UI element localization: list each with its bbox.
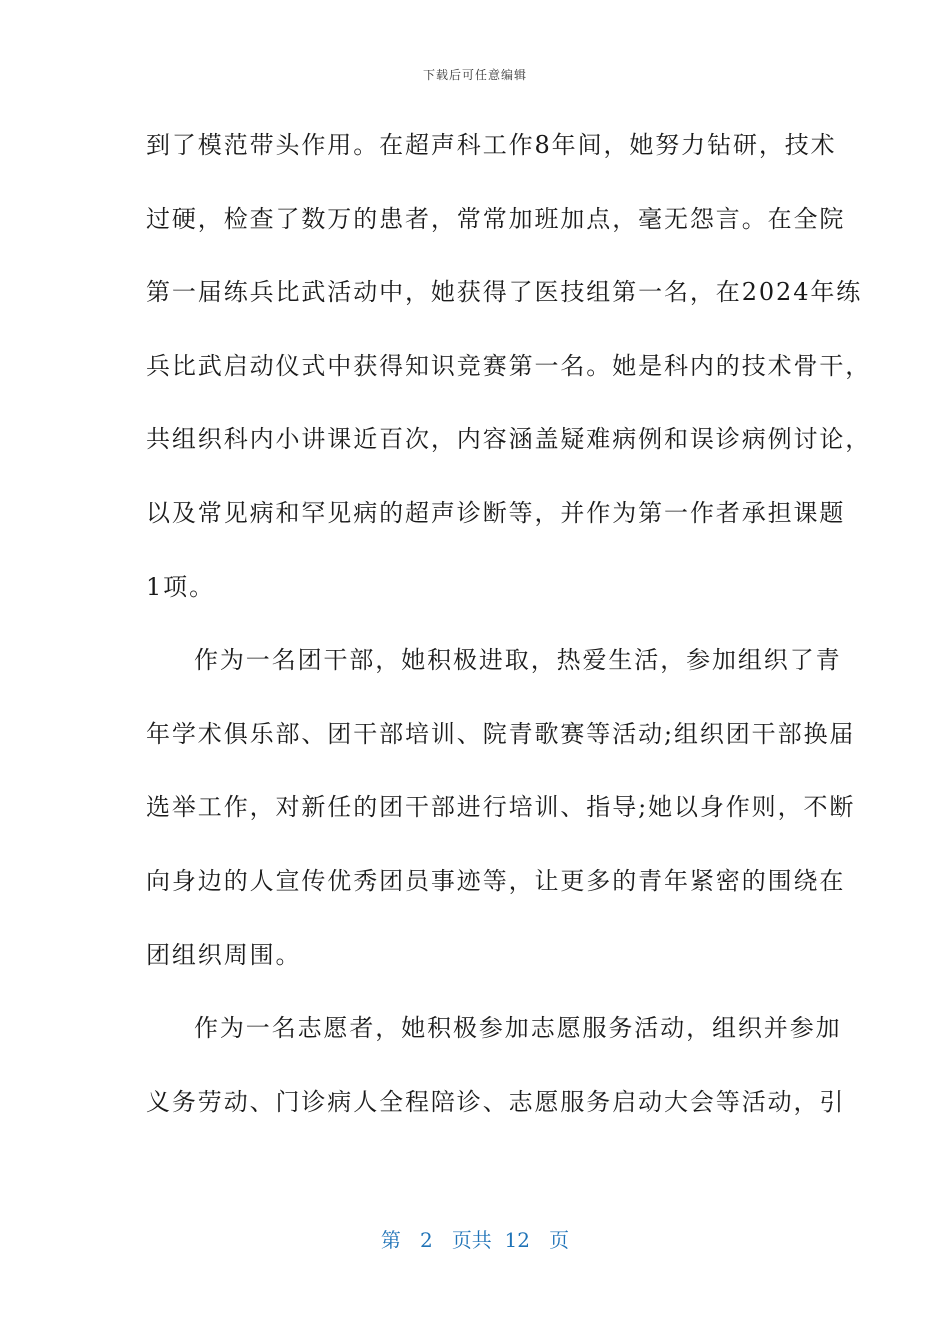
text-line: 团组织周围。 xyxy=(146,940,302,969)
text-line: 共组织科内小讲课近百次，内容涵盖疑难病例和误诊病例讨论， xyxy=(146,425,872,454)
paragraph-first-line: 作为一名志愿者，她积极参加志愿服务活动，组织并参加 xyxy=(194,1014,842,1043)
text-line: 义务劳动、门诊病人全程陪诊、志愿服务启动大会等活动，引 xyxy=(146,1087,846,1116)
document-body xyxy=(146,123,872,1153)
text-line: 向身边的人宣传优秀团员事迹等，让更多的青年紧密的围绕在 xyxy=(146,866,846,895)
text-line: 选举工作，对新任的团干部进行培训、指导;她以身作则，不断 xyxy=(146,793,856,822)
text-line: 第一届练兵比武活动中，她获得了医技组第一名，在2024年练 xyxy=(146,278,863,307)
total-pages: 12 xyxy=(504,1228,530,1252)
page-middle: 页共 xyxy=(451,1228,492,1252)
text-line: 1项。 xyxy=(146,572,215,601)
page-number-footer xyxy=(0,1224,950,1253)
text-line: 到了模范带头作用。在超声科工作8年间，她努力钻研，技术 xyxy=(146,131,837,159)
text-line: 兵比武启动仪式中获得知识竞赛第一名。她是科内的技术骨干， xyxy=(146,351,872,380)
page-prefix: 第 xyxy=(380,1228,401,1252)
text-line: 年学术俱乐部、团干部培训、院青歌赛等活动;组织团干部换届 xyxy=(146,719,856,748)
text-line: 过硬，检查了数万的患者，常常加班加点，毫无怨言。在全院 xyxy=(146,204,846,233)
paragraph-first-line: 作为一名团干部，她积极进取，热爱生活，参加组织了青 xyxy=(194,646,842,675)
current-page-number: 2 xyxy=(420,1228,433,1252)
header-note: 下载后可任意编辑 xyxy=(422,68,527,82)
text-line: 以及常见病和罕见病的超声诊断等，并作为第一作者承担课题 xyxy=(146,498,846,527)
page-suffix: 页 xyxy=(549,1228,570,1252)
